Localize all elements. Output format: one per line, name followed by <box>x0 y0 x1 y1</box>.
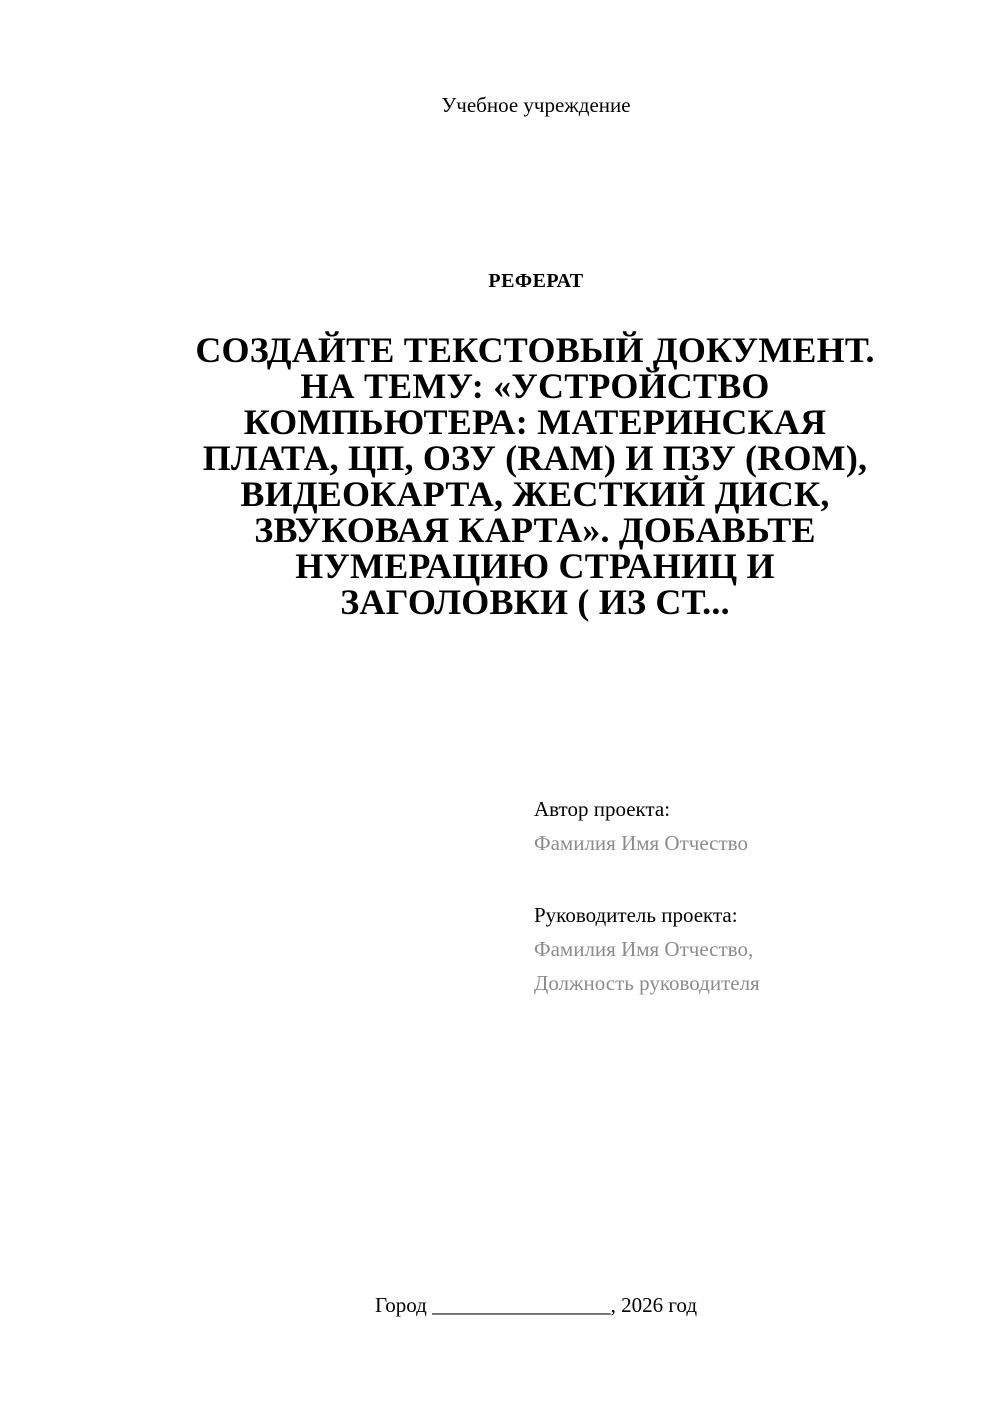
title-line: НУМЕРАЦИЮ СТРАНИЦ И <box>295 546 775 586</box>
spacer <box>534 860 974 898</box>
title-line: НА ТЕМУ: «УСТРОЙСТВО <box>300 366 770 406</box>
title-line: ЗВУКОВАЯ КАРТА». ДОБАВЬТЕ <box>254 510 816 550</box>
title-line: ВИДЕОКАРТА, ЖЕСТКИЙ ДИСК, <box>240 474 830 514</box>
author-name-placeholder: Фамилия Имя Отчество <box>534 831 748 855</box>
document-title <box>160 332 910 620</box>
author-label: Автор проекта: <box>534 797 671 821</box>
institution-name: Учебное учреждение <box>441 93 631 117</box>
city-year-line: Город _________________, 2026 год <box>374 1293 698 1317</box>
title-line: СОЗДАЙТЕ ТЕКСТОВЫЙ ДОКУМЕНТ. <box>195 330 875 370</box>
supervisor-name-placeholder: Фамилия Имя Отчество, <box>534 937 754 961</box>
credits-block <box>534 792 974 1000</box>
document-type: РЕФЕРАТ <box>488 270 584 292</box>
title-line: ЗАГОЛОВКИ ( ИЗ СТ... <box>340 582 730 622</box>
title-line: КОМПЬЮТЕРА: МАТЕРИНСКАЯ <box>243 402 827 442</box>
title-line: ПЛАТА, ЦП, ОЗУ (RAM) И ПЗУ (ROM), <box>202 438 868 478</box>
supervisor-label: Руководитель проекта: <box>534 903 738 927</box>
supervisor-position-placeholder: Должность руководителя <box>534 971 760 995</box>
